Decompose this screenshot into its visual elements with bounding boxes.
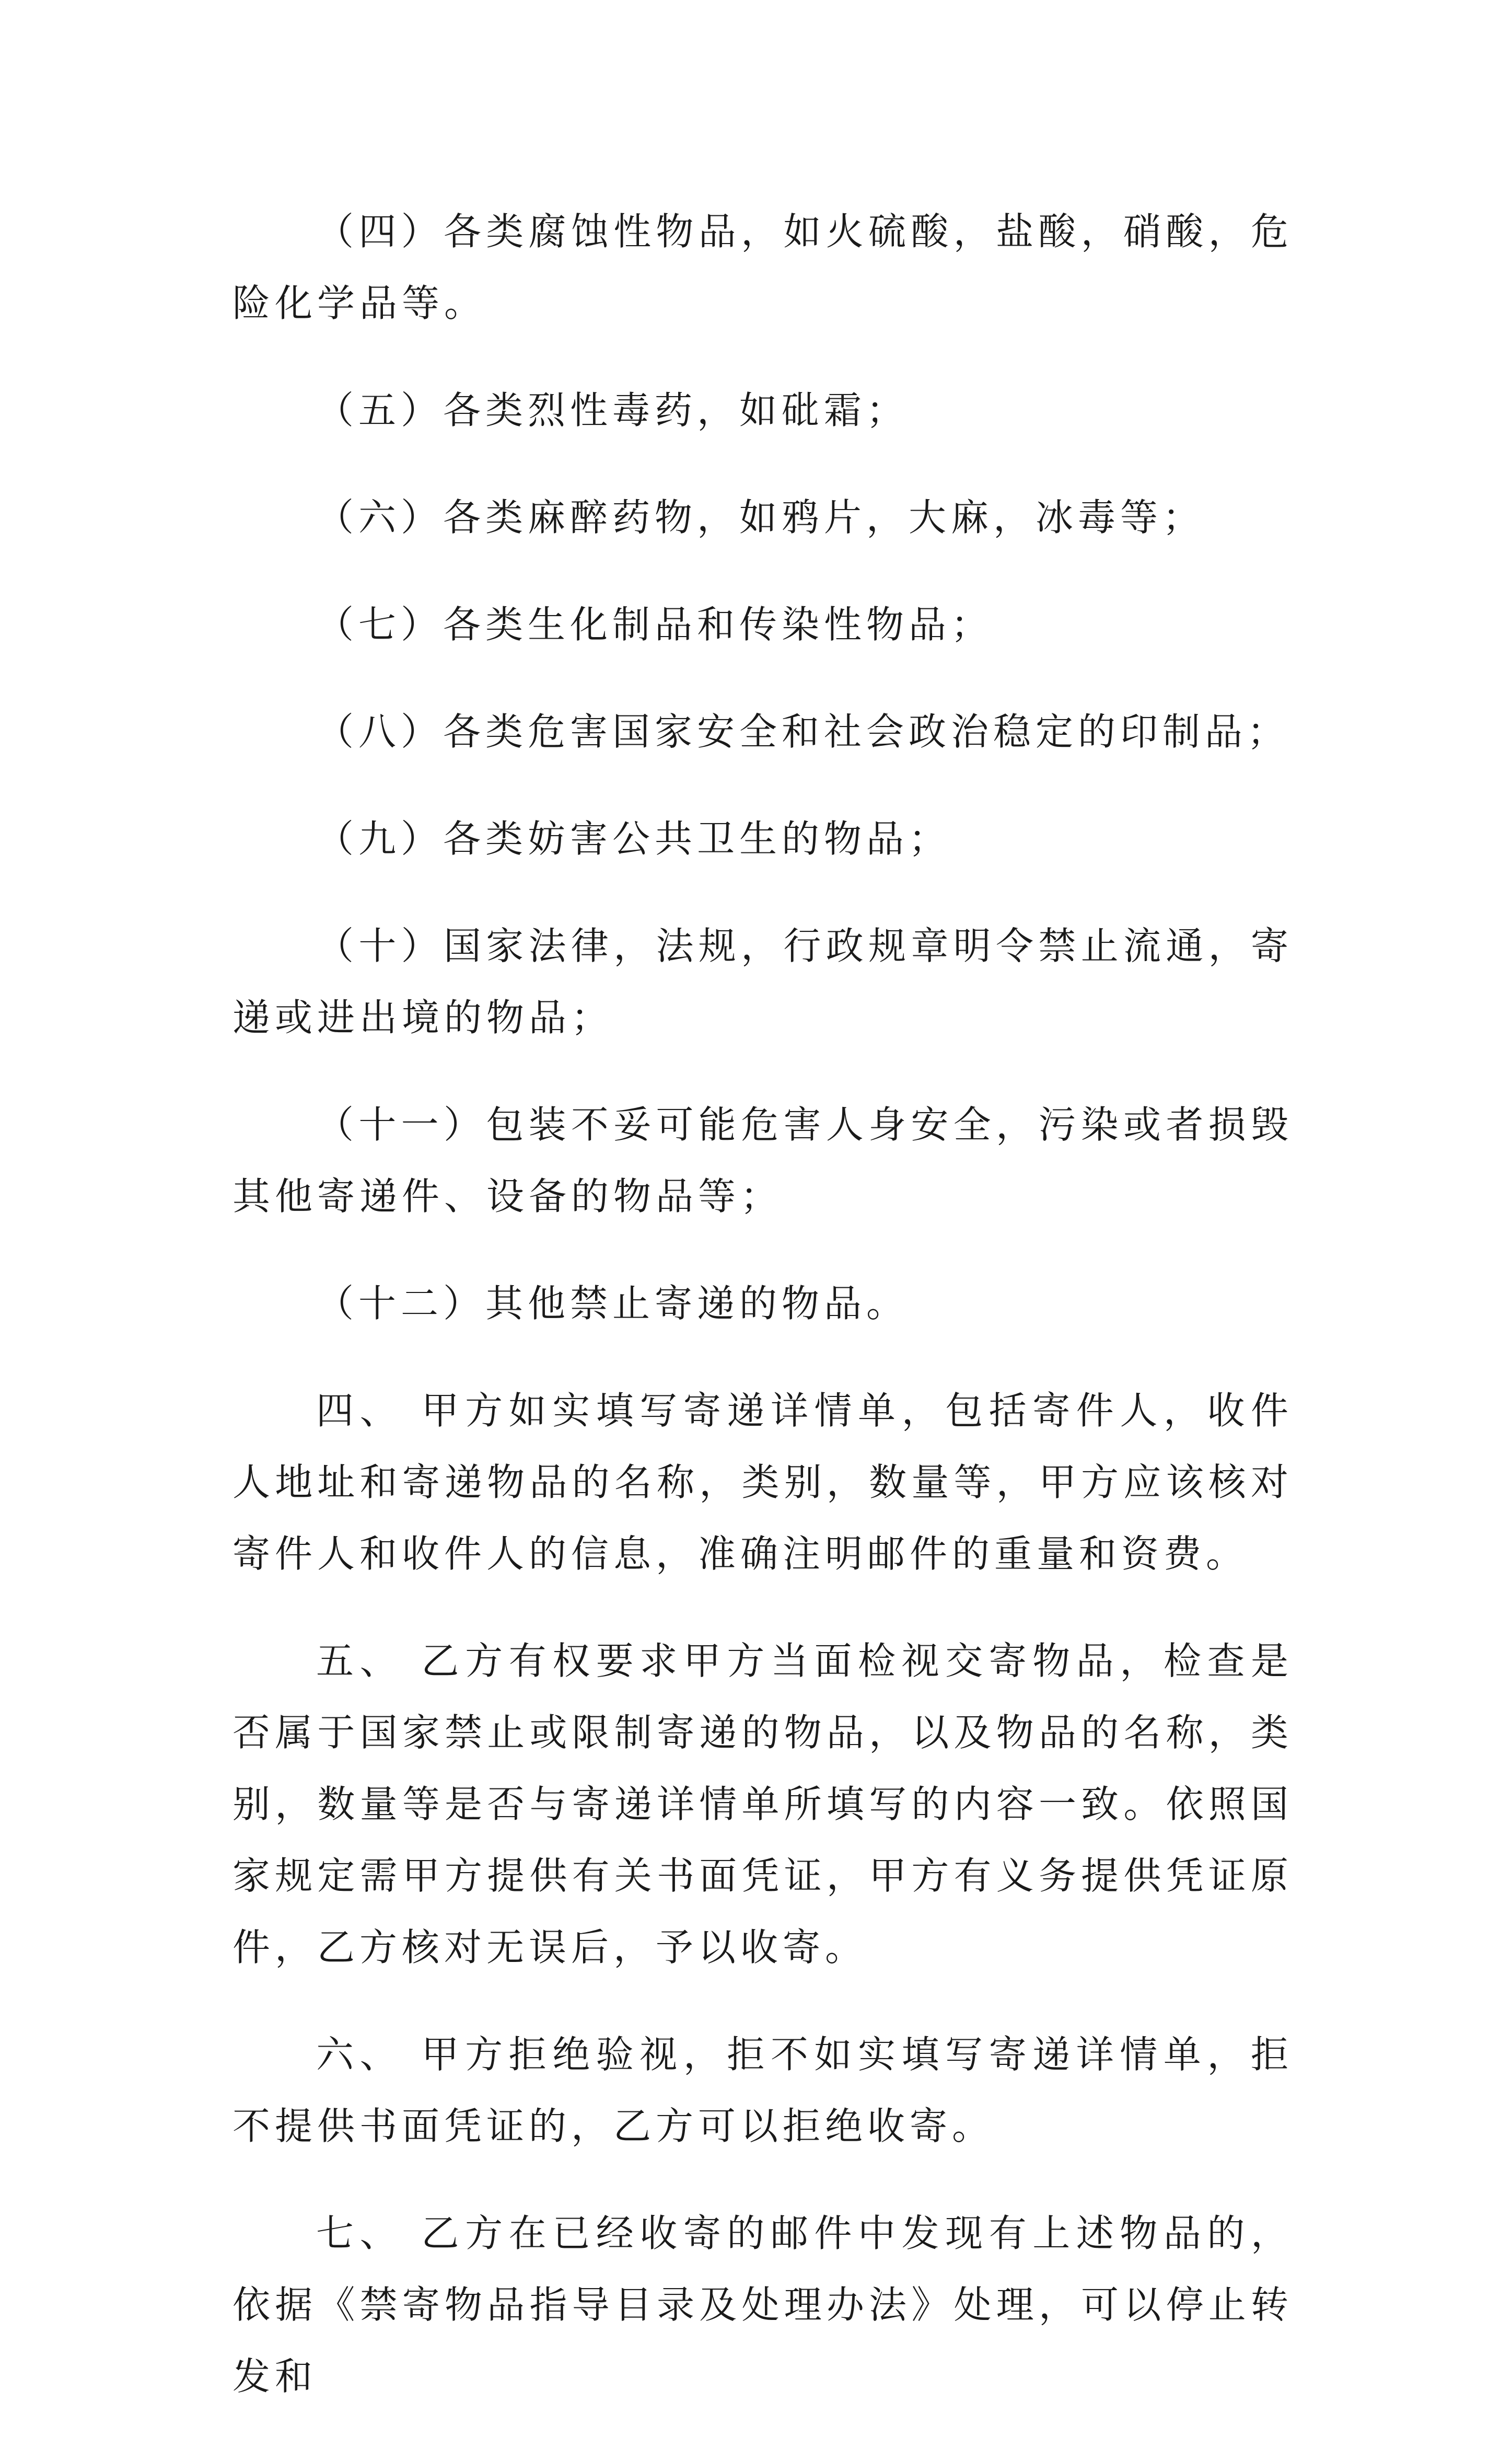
paragraph-item-7: （七）各类生化制品和传染性物品； [316, 603, 994, 646]
paragraph-item-8: （八）各类危害国家安全和社会政治稳定的印制品； [316, 710, 1290, 754]
paragraph-item-5: （五）各类烈性毒药，如砒霜； [316, 388, 909, 432]
paragraph-clause-6: 六、 甲方拒绝验视，拒不如实填写寄递详情单，拒不提供书面凭证的，乙方可以拒绝收寄。 [232, 2033, 1293, 2148]
paragraph-item-11: （十一）包装不妥可能危害人身安全，污染或者损毁其他寄递件、设备的物品等； [232, 1103, 1293, 1218]
paragraph-clause-5: 五、 乙方有权要求甲方当面检视交寄物品，检查是否属于国家禁止或限制寄递的物品，以及物品的名称，类别，数量等是否与寄递详情单所填写的内容一致。依照国家规定需甲方提供有关书面凭证，甲方有义务提供凭证原件，乙方核对无误后，予以收寄。 [232, 1639, 1293, 1969]
paragraph-item-6: （六）各类麻醉药物，如鸦片，大麻，冰毒等； [316, 495, 1205, 539]
paragraph-item-4: （四）各类腐蚀性物品，如火硫酸，盐酸，硝酸，危险化学品等。 [232, 210, 1293, 325]
document-body [232, 196, 1293, 2448]
paragraph-item-10: （十）国家法律，法规，行政规章明令禁止流通，寄递或进出境的物品； [232, 924, 1293, 1040]
paragraph-item-12: （十二）其他禁止寄递的物品。 [316, 1281, 909, 1325]
paragraph-item-9: （九）各类妨害公共卫生的物品； [316, 817, 951, 861]
paragraph-clause-7: 七、 乙方在已经收寄的邮件中发现有上述物品的，依据《禁寄物品指导目录及处理办法》处理，可以停止转发和 [232, 2211, 1293, 2398]
paragraph-clause-4: 四、 甲方如实填写寄递详情单，包括寄件人，收件人地址和寄递物品的名称，类别，数量等，甲方应该核对寄件人和收件人的信息，准确注明邮件的重量和资费。 [232, 1389, 1293, 1576]
